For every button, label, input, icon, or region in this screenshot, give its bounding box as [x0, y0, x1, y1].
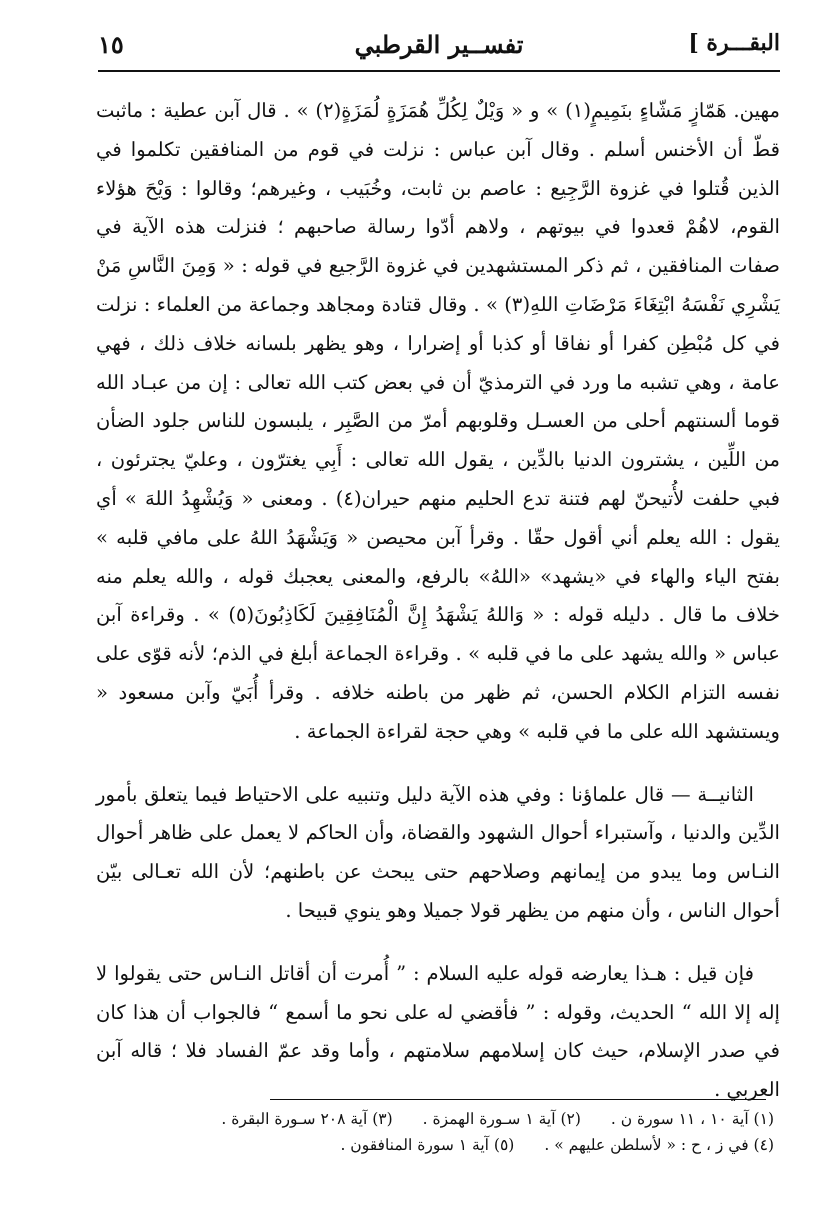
main-text: [96, 92, 780, 1110]
footnote-divider: [270, 1099, 766, 1100]
book-title: تفســير القرطبي: [354, 30, 524, 59]
section-name: البقـــرة ]: [688, 30, 780, 56]
running-header: [98, 26, 780, 72]
paragraph-1: مهين. هَمّازٍ مَشّاءٍ بنَمِيمٍ(١) » و « وَيْلٌ لِكُلِّ هُمَزَةٍ لُمَزَةٍ(٢) » . قال آبن عطية : ماثبت قطّ أن الأخنس أسلم . وقال آبن عباس : نزلت في قوم من المنافقين تكلموا في الذين قُتلوا في غزوة الرَّجِيع : عاصم بن ثابت، وخُبَيب ، وغيرهم؛ وقالوا : وَيْحَ هؤلاء القوم، لاهُمْ قعدوا في بيوتهم ، ولاهم أدّوا رسالة صاحبهم ؛ فنزلت هذه الآية في صفات المنافقين ، ثم ذكر المستشهدين في غزوة الرَّجيع في قوله : « وَمِنَ النَّاسِ مَنْ يَشْرِي نَفْسَهُ ابْتِغَاءَ مَرْضَاتِ اللهِ(٣) » . وقال قتادة ومجاهد وجماعة من العلماء : نزلت في كل مُبْطِن كفرا أو نفاقا أو كذبا أو إضرارا ، وهو يظهر بلسانه خلاف ذلك ، فهي عامة ، وهي تشبه ما ورد في الترمذيّ أن في بعض كتب الله تعالى : إن من عبـاد الله قوما ألسنتهم أحلى من العسـل وقلوبهم أمرّ من الصَّبِر ، يلبسون للناس جلود الضأن من اللِّين ، يشترون الدنيا بالدِّين ، يقول الله تعالى : أَبِي يغترّون ، وعليّ يجترئون ، فبي حلفت لأُتيحنّ لهم فتنة تدع الحليم منهم حيران(٤) . ومعنى « وَيُشْهِدُ اللهَ » أي يقول : الله يعلم أني أقول حقّا . وقرأ آبن محيصن « وَيَشْهَدُ اللهُ على مافي قلبه » بفتح الياء والهاء في «يشهد» «اللهُ» بالرفع، والمعنى يعجبك قوله ، والله يعلم منه خلاف ما قال . دليله قوله : « وَاللهُ يَشْهَدُ إِنَّ الْمُنَافِقِينَ لَكَاذِبُونَ(٥) » . وقراءة آبن عباس « والله يشهد على ما في قلبه » . وقراءة الجماعة أبلغ في الذم؛ لأنه قوّى على نفسه التزام الكلام الحسن، ثم ظهر من باطنه خلافه . وقرأ أُبَيّ وآبن مسعود « ويستشهد الله على ما في قلبه » وهي حجة لقراءة الجماعة .: [96, 99, 781, 743]
page-number: ١٥: [98, 30, 124, 59]
footnote-3: (٣) آية ٢٠٨ سـورة البقرة .: [221, 1110, 393, 1128]
footnotes: [108, 1106, 774, 1158]
paragraph-3: فإن قيل : هـذا يعارضه قوله عليه السلام : ” أُمرت أن أقاتل النـاس حتى يقولوا لا إله إلا الله “ الحديث، وقوله : ” فأقضي له على نحو ما أسمع “ فالجواب أن هذا كان في صدر الإسلام، حيث كان إسلامهم سلامتهم ، وأما وقد عمّ الفساد فلا ؛ قاله آبن العربي .: [96, 961, 780, 1102]
footnote-row: [108, 1132, 774, 1158]
footnote-row: [108, 1106, 774, 1132]
footnote-5: (٥) آية ١ سورة المنافقون .: [340, 1136, 515, 1154]
footnote-2: (٢) آية ١ سـورة الهمزة .: [422, 1110, 581, 1128]
footnote-4: (٤) في ز ، ح : « لأسلطن عليهم » .: [544, 1136, 774, 1154]
footnote-1: (١) آية ١٠ ، ١١ سورة ن .: [610, 1110, 774, 1128]
paragraph-2: الثانيــة — قال علماؤنا : وفي هذه الآية دليل وتنبيه على الاحتياط فيما يتعلق بأمور الدِّين والدنيا ، وآستبراء أحوال الشهود والقضاة، وأن الحاكم لا يعمل على ظاهر أحوال النـاس وما يبدو من إيمانهم وصلاحهم حتى يبحث عن باطنهم؛ لأن الله تعـالى بيّن أحوال الناس ، وأن منهم من يظهر قولا جميلا وهو ينوي قبيحا .: [96, 782, 780, 922]
